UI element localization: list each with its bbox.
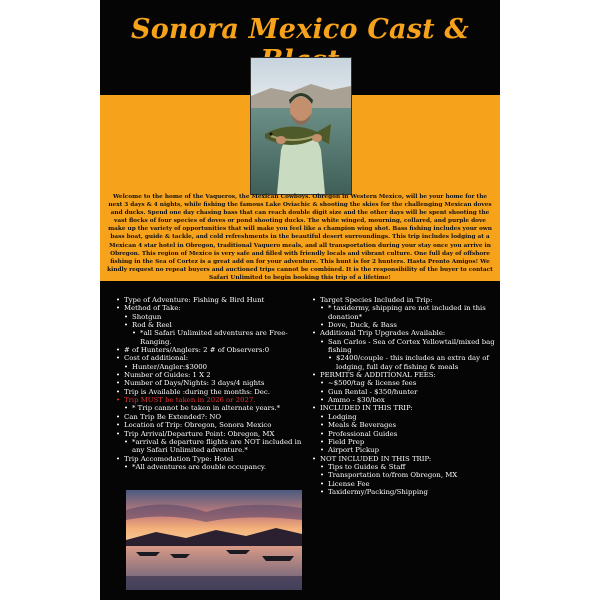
- detail-item: • Target Species Included in Trip:: [312, 296, 498, 304]
- flyer-page: [100, 0, 500, 600]
- detail-item: • Airport Pickup: [312, 446, 498, 454]
- detail-item: • *All adventures are double occupancy.: [116, 463, 306, 471]
- detail-item: • Gun Rental - $350/hunter: [312, 388, 498, 396]
- intro-paragraph: Welcome to the home of the Vaqueros, the Mexican Cowboys. Obregon in Western Mexico, will be your home for the next 3 days & 4 nights, while fishing the famous Lake Oviachic & shooting the skies for the challenging Mexican doves and ducks. Spend one day chasing bass that can reach double digit size and the other days will be spent shooting the vast flocks of four species of doves or pond shooting ducks. The white winged, mourning, collared, and purple dove make up the variety of opportunities that will make you feel like a champion wing shot. Bass fishing includes your own bass boat, guide & tackle, and cold refreshments in the beautiful desert surroundings. This trip includes lodging at a Mexican 4 star hotel in Obregon, traditional Vaquero meals, and all transportation during your stay once you arrive in Obregon. This region of Mexico is very safe and filled with friendly locals and vibrant culture. One full day of offshore fishing in the Sea of Cortez is a great add on for your adventure. This hunt is for 2 hunters. Hasta Pronto Amigos! We kindly request no repeat buyers and auctioned trips cannot be combined. It is the responsibility of the buyer to contact Safari Unlimited to begin booking this trip of a lifetime!: [107, 194, 493, 281]
- detail-item: • Hunter/Angler:$3000: [116, 363, 306, 371]
- detail-item: • INCLUDED IN THIS TRIP:: [312, 404, 498, 412]
- angler-bass-photo: [250, 57, 352, 195]
- detail-item: • Lodging: [312, 413, 498, 421]
- detail-item: • Shotgun: [116, 313, 306, 321]
- page-title: Sonora Mexico Cast &: [131, 14, 469, 45]
- detail-item: • Trip is Available :during the months: Dec.: [116, 388, 306, 396]
- detail-item: • Type of Adventure: Fishing & Bird Hunt: [116, 296, 306, 304]
- detail-item: • *all Safari Unlimited adventures are Free-Ranging.: [116, 329, 306, 346]
- detail-item: • Field Prep: [312, 438, 498, 446]
- detail-item: • Taxidermy/Packing/Shipping: [312, 488, 498, 496]
- lake-sunset-photo: [126, 490, 302, 590]
- detail-item: • Method of Take:: [116, 304, 306, 312]
- detail-item: • Trip Arrival/Departure Point: Obregon, MX: [116, 430, 306, 438]
- trip-details-left: [116, 296, 306, 471]
- detail-item: • San Carlos - Sea of Cortex Yellowtail/mixed bag fishing: [312, 338, 498, 355]
- detail-item: • Trip MUST be taken in 2026 or 2027.: [116, 396, 306, 404]
- detail-item: • Transportation to/from Obregon, MX: [312, 471, 498, 479]
- detail-item: • Additional Trip Upgrades Available:: [312, 329, 498, 337]
- detail-item: • Tips to Guides & Staff: [312, 463, 498, 471]
- detail-item: • * Trip cannot be taken in alternate years.*: [116, 404, 306, 412]
- detail-item: • Meals & Beverages: [312, 421, 498, 429]
- detail-item: • Can Trip Be Extended?: NO: [116, 413, 306, 421]
- detail-item: • * taxidermy, shipping are not included in this donation*: [312, 304, 498, 321]
- detail-item: • Cost of additional:: [116, 354, 306, 362]
- detail-item: • Professional Guides: [312, 430, 498, 438]
- detail-item: • NOT INCLUDED IN THIS TRIP:: [312, 455, 498, 463]
- detail-item: • Rod & Reel: [116, 321, 306, 329]
- detail-item: • Number of Guides: 1 X 2: [116, 371, 306, 379]
- trip-details-right: [312, 296, 498, 496]
- detail-item: • # of Hunters/Anglers: 2 # of Observers:0: [116, 346, 306, 354]
- detail-item: • License Fee: [312, 480, 498, 488]
- detail-item: • Dove, Duck, & Bass: [312, 321, 498, 329]
- detail-item: • Number of Days/Nights: 3 days/4 nights: [116, 379, 306, 387]
- detail-item: • PERMITS & ADDITIONAL FEES:: [312, 371, 498, 379]
- detail-item: • Location of Trip: Obregon, Sonora Mexico: [116, 421, 306, 429]
- detail-item: • ~$500/tag & license fees: [312, 379, 498, 387]
- detail-item: • Trip Accomodation Type: Hotel: [116, 455, 306, 463]
- detail-item: • Ammo - $30/box: [312, 396, 498, 404]
- detail-item: • $2400/couple - this includes an extra day of lodging, full day of fishing & meals: [312, 354, 498, 371]
- detail-item: • *arrival & departure flights are NOT included in any Safari Unlimited adventure.*: [116, 438, 306, 455]
